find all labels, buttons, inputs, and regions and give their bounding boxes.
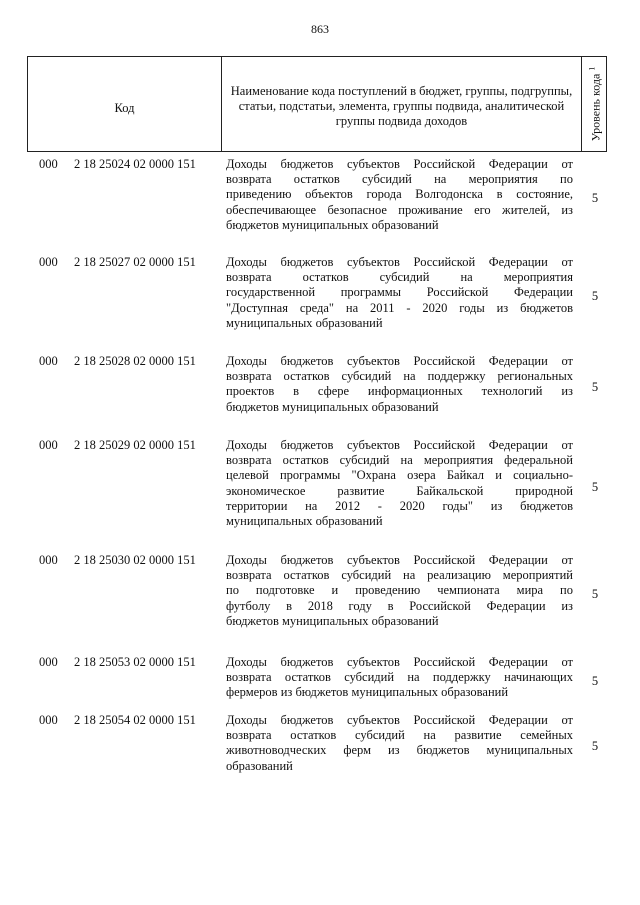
- row-name-line: образований: [226, 758, 293, 773]
- row-name: [226, 157, 573, 233]
- row-name-line: возврата остатков субсидий на реализацию мероприятий: [226, 568, 573, 583]
- row-name-line: Доходы бюджетов субъектов Российской Федерации от: [226, 157, 573, 171]
- table-row: [27, 255, 607, 331]
- header-name-cell: [222, 57, 582, 152]
- header-code-cell: [28, 57, 222, 152]
- row-name-line: Доходы бюджетов субъектов Российской Федерации от: [226, 354, 573, 368]
- row-prefix: 000: [39, 255, 58, 269]
- row-name: [226, 354, 573, 415]
- row-code: 2 18 25028 02 0000 151: [74, 354, 196, 368]
- row-code: 2 18 25027 02 0000 151: [74, 255, 196, 269]
- row-prefix: 000: [39, 354, 58, 368]
- row-level: 5: [591, 289, 599, 303]
- row-name-line: возврата остатков субсидий на поддержку региональных: [226, 369, 573, 384]
- row-level: 5: [591, 587, 599, 601]
- row-name: [226, 255, 573, 331]
- row-name-line: Доходы бюджетов субъектов Российской Федерации от: [226, 438, 573, 452]
- row-name-line: Доходы бюджетов субъектов Российской Федерации от: [226, 713, 573, 727]
- row-name-line: муниципальных образований: [226, 315, 383, 330]
- table-row: [27, 655, 607, 701]
- row-name: [226, 438, 573, 529]
- row-level: 5: [591, 739, 599, 754]
- table-row: [27, 713, 607, 774]
- table-header: [27, 56, 607, 152]
- row-name: [226, 655, 573, 701]
- row-name-line: фермеров из бюджетов муниципальных образований: [226, 685, 509, 700]
- row-name-line: бюджетов муниципальных образований: [226, 613, 439, 628]
- row-code: 2 18 25053 02 0000 151: [74, 655, 196, 669]
- row-level: 5: [591, 479, 599, 494]
- row-name-line: животноводческих ферм из бюджетов муниципальных: [226, 743, 573, 758]
- row-name-line: муниципальных образований: [226, 514, 383, 529]
- row-name-line: возврата остатков субсидий на развитие семейных: [226, 728, 573, 743]
- table-row: [27, 157, 607, 233]
- page-number: 863: [311, 22, 329, 36]
- row-name-line: "Доступная среда" на 2011 - 2020 годы из бюджетов: [226, 300, 573, 315]
- header-level-footnote: 1: [587, 66, 597, 71]
- header-level-label: Уровень кода: [588, 73, 603, 142]
- row-level: 5: [591, 673, 599, 688]
- row-prefix: 000: [39, 438, 58, 452]
- row-level: 5: [591, 380, 599, 395]
- row-name-line: государственной программы Российской Федерации: [226, 285, 573, 300]
- row-name-line: бюджетов муниципальных образований: [226, 399, 439, 414]
- row-level: 5: [591, 191, 599, 205]
- row-name-line: приведению объектов города Волгодонска в состояние,: [226, 187, 573, 202]
- row-name-line: возврата остатков субсидий на мероприятия по: [226, 172, 573, 187]
- row-name-line: Доходы бюджетов субъектов Российской Федерации от: [226, 255, 573, 269]
- row-code: 2 18 25030 02 0000 151: [74, 553, 196, 567]
- header-level-cell: [582, 57, 607, 152]
- row-code: 2 18 25054 02 0000 151: [74, 713, 196, 727]
- row-name: [226, 713, 573, 774]
- table-row: [27, 438, 607, 529]
- row-name-line: возврата остатков субсидий на мероприятия федеральной: [226, 453, 573, 468]
- row-name-line: футболу в 2018 году в Российской Федерации из: [226, 598, 573, 613]
- row-code: 2 18 25024 02 0000 151: [74, 157, 196, 171]
- row-name-line: по подготовке и проведению чемпионата мира по: [226, 583, 573, 598]
- row-code: 2 18 25029 02 0000 151: [74, 438, 196, 452]
- row-name-line: Доходы бюджетов субъектов Российской Федерации от: [226, 553, 573, 567]
- row-name-line: экономическое развитие Байкальской природной: [226, 483, 573, 498]
- row-name-line: обеспечивающее безопасное проживание его жителей, из: [226, 202, 573, 217]
- table-row: [27, 553, 607, 629]
- table-row: [27, 354, 607, 415]
- row-name-line: возврата остатков субсидий на мероприятия: [226, 270, 573, 285]
- row-name: [226, 553, 573, 629]
- row-prefix: 000: [39, 157, 58, 171]
- row-name-line: бюджетов муниципальных образований: [226, 217, 439, 232]
- header-name-label: Наименование кода поступлений в бюджет, группы, подгруппы, статьи, подстатьи, элемента, группы подвида, аналитической группы подвида доходов: [230, 83, 573, 128]
- row-name-line: проектов в сфере информационных технологий из: [226, 384, 573, 399]
- row-name-line: целевой программы "Охрана озера Байкал и социально-: [226, 468, 573, 483]
- header-code-label: Код: [114, 100, 135, 115]
- row-name-line: территории на 2012 - 2020 годы" из бюджетов: [226, 498, 573, 513]
- row-prefix: 000: [39, 713, 58, 727]
- header-level-rotated: [585, 67, 604, 142]
- row-name-line: Доходы бюджетов субъектов Российской Федерации от: [226, 655, 573, 669]
- row-name-line: возврата остатков субсидий на поддержку начинающих: [226, 670, 573, 685]
- row-prefix: 000: [39, 655, 58, 669]
- row-prefix: 000: [39, 553, 58, 567]
